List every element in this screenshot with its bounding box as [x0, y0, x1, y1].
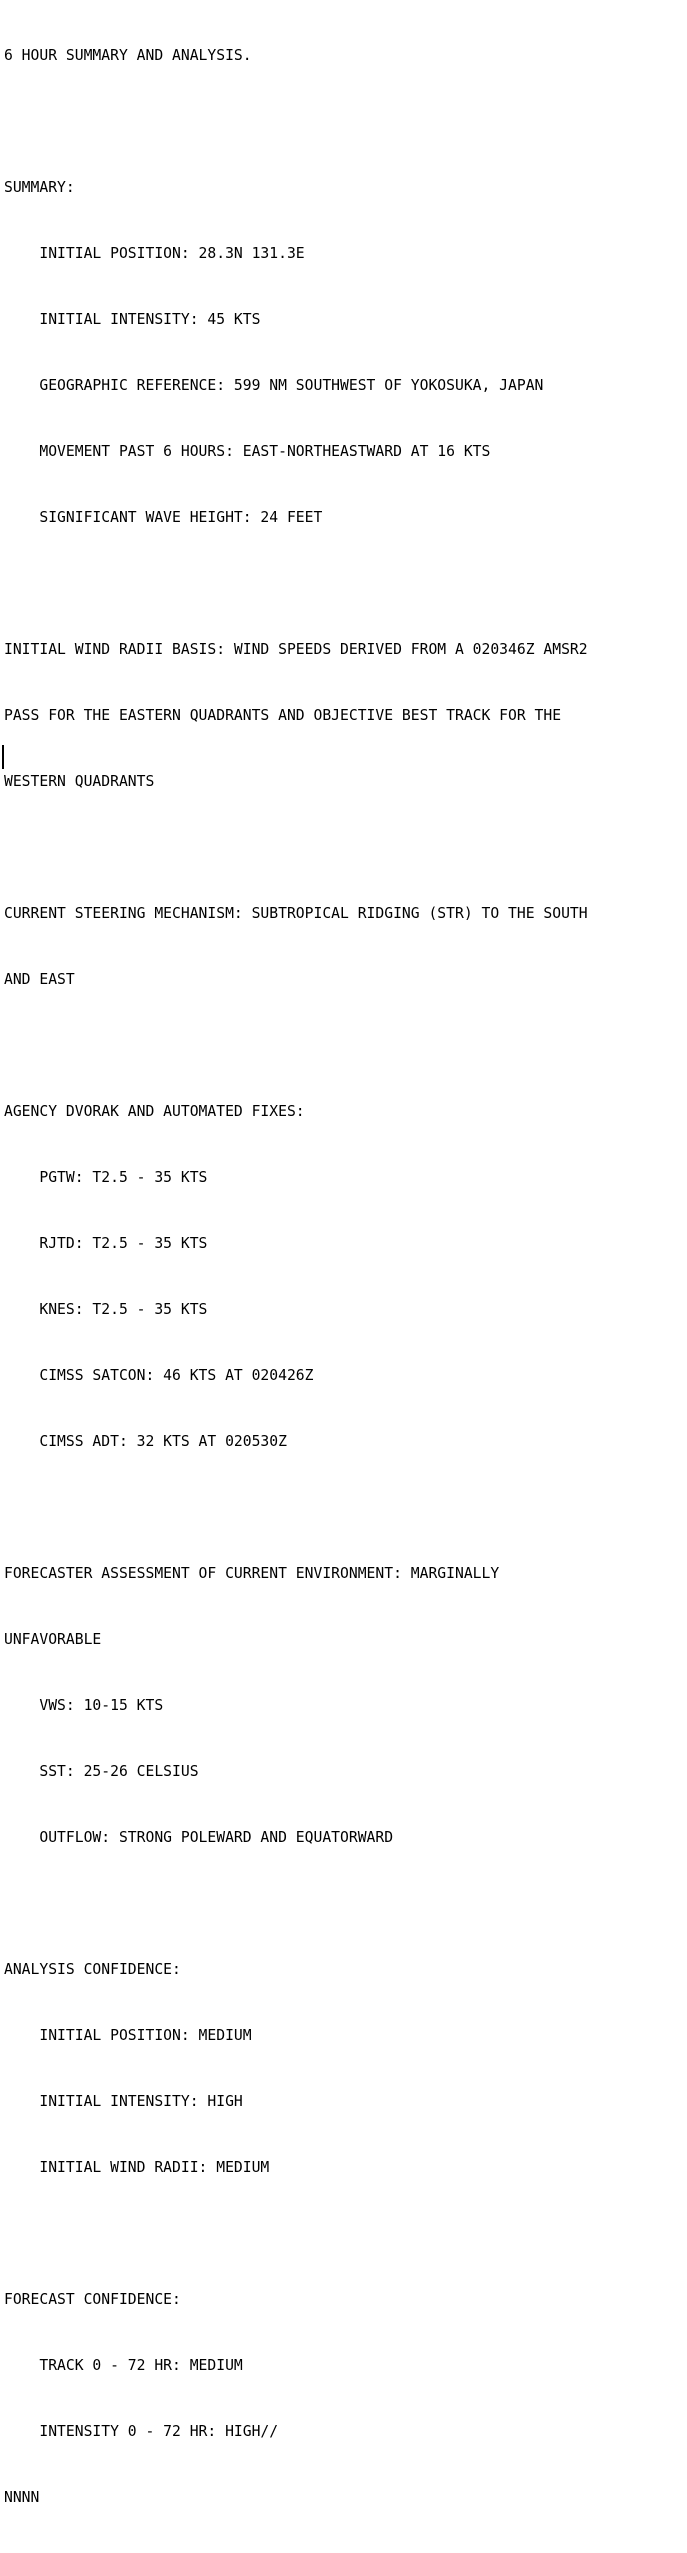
text-line-wind-radii-basis-1: INITIAL WIND RADII BASIS: WIND SPEEDS DERIVED FROM A 020346Z AMSR2	[4, 641, 588, 658]
text-line-sst: SST: 25-26 CELSIUS	[4, 1763, 199, 1780]
text-line-forecast-intensity: INTENSITY 0 - 72 HR: HIGH//	[4, 2423, 279, 2440]
text-line-vws: VWS: 10-15 KTS	[4, 1697, 164, 1714]
text-line-steering-mechanism-2: AND EAST	[4, 971, 75, 988]
text-line-fix-rjtd: RJTD: T2.5 - 35 KTS	[4, 1235, 208, 1252]
text-line-initial-intensity: INITIAL INTENSITY: 45 KTS	[4, 311, 261, 328]
text-line-forecast-confidence-label: FORECAST CONFIDENCE:	[4, 2291, 181, 2308]
text-line-movement-past-6-hours: MOVEMENT PAST 6 HOURS: EAST-NORTHEASTWARD AT 16 KTS	[4, 443, 491, 460]
text-line-fix-pgtw: PGTW: T2.5 - 35 KTS	[4, 1169, 208, 1186]
text-line-heading: 6 HOUR SUMMARY AND ANALYSIS.	[4, 47, 252, 64]
text-line-analysis-initial-intensity: INITIAL INTENSITY: HIGH	[4, 2093, 243, 2110]
text-line-blank	[4, 1893, 687, 1915]
text-line-geographic-reference: GEOGRAPHIC REFERENCE: 599 NM SOUTHWEST OF YOKOSUKA, JAPAN	[4, 377, 544, 394]
text-line-forecast-track: TRACK 0 - 72 HR: MEDIUM	[4, 2357, 243, 2374]
text-line-terminator: NNNN	[4, 2489, 40, 2506]
text-line-steering-mechanism-1: CURRENT STEERING MECHANISM: SUBTROPICAL RIDGING (STR) TO THE SOUTH	[4, 905, 588, 922]
text-line-wind-radii-basis-3: WESTERN QUADRANTS	[4, 773, 155, 790]
text-line-analysis-initial-position: INITIAL POSITION: MEDIUM	[4, 2027, 252, 2044]
warning-text-body[interactable]	[4, 1, 687, 2553]
text-line-forecaster-assessment-1: FORECASTER ASSESSMENT OF CURRENT ENVIRONMENT: MARGINALLY	[4, 1565, 500, 1582]
text-line-blank	[4, 1497, 687, 1519]
text-line-wind-radii-basis-2: PASS FOR THE EASTERN QUADRANTS AND OBJECTIVE BEST TRACK FOR THE	[4, 707, 562, 724]
text-cursor-caret	[2, 745, 4, 769]
text-line-initial-position: INITIAL POSITION: 28.3N 131.3E	[4, 245, 305, 262]
text-line-blank	[4, 1035, 687, 1057]
text-line-analysis-initial-wind-radii: INITIAL WIND RADII: MEDIUM	[4, 2159, 270, 2176]
text-line-blank	[4, 111, 687, 133]
text-line-forecaster-assessment-2: UNFAVORABLE	[4, 1631, 102, 1648]
text-line-fix-knes: KNES: T2.5 - 35 KTS	[4, 1301, 208, 1318]
text-line-analysis-confidence-label: ANALYSIS CONFIDENCE:	[4, 1961, 181, 1978]
text-line-significant-wave-height: SIGNIFICANT WAVE HEIGHT: 24 FEET	[4, 509, 323, 526]
text-line-summary-label: SUMMARY:	[4, 179, 75, 196]
text-line-fix-cimss-satcon: CIMSS SATCON: 46 KTS AT 020426Z	[4, 1367, 314, 1384]
text-line-blank	[4, 2223, 687, 2245]
text-line-outflow: OUTFLOW: STRONG POLEWARD AND EQUATORWARD	[4, 1829, 394, 1846]
text-line-fixes-label: AGENCY DVORAK AND AUTOMATED FIXES:	[4, 1103, 305, 1120]
text-line-fix-cimss-adt: CIMSS ADT: 32 KTS AT 020530Z	[4, 1433, 287, 1450]
text-line-blank	[4, 837, 687, 859]
text-line-blank	[4, 573, 687, 595]
